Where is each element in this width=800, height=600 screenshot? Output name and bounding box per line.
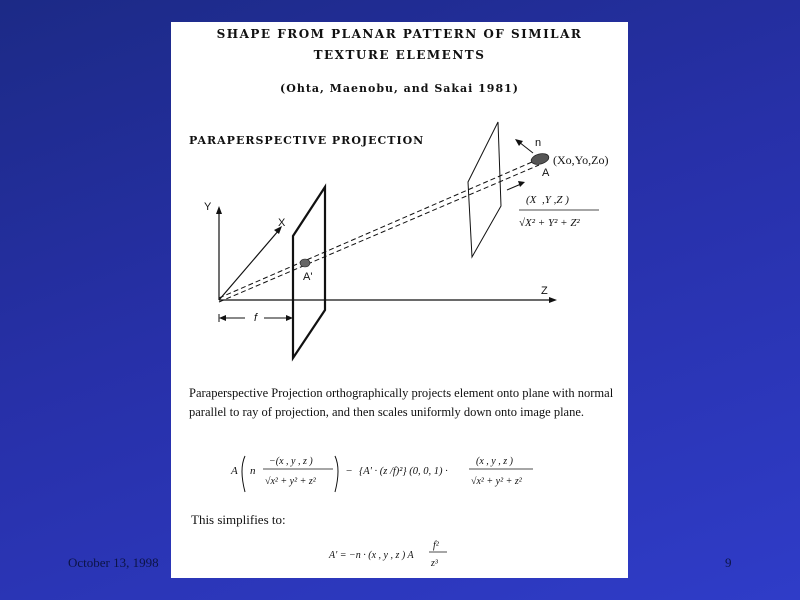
document-page [171, 22, 628, 578]
eq2-lhs: A' = −n · (x , y , z ) A [329, 550, 414, 561]
unit-ray-numerator-start: (X [526, 194, 537, 206]
document-title-line-2: TEXTURE ELEMENTS [313, 48, 486, 62]
document-title-line-1: SHAPE FROM PLANAR PATTERN OF SIMILAR [216, 27, 583, 41]
eq1-right-paren [335, 456, 338, 492]
eq2-fraction-numerator: f² [433, 540, 439, 551]
eq1-denominator: √x² + y² + z² [265, 476, 316, 487]
eq1-rhs-denominator: √x² + y² + z² [471, 476, 522, 487]
normal-label: n [535, 137, 542, 149]
unit-ray-numerator-rest: ,Y ,Z ) [542, 194, 569, 206]
z-axis-label: Z [541, 285, 548, 297]
x-axis-label: X [278, 217, 286, 229]
eq2-fraction-denominator: z³ [431, 558, 438, 569]
unit-ray-denominator: √X² + Y² + Z² [519, 217, 580, 229]
y-axis-label: Y [204, 201, 212, 213]
simplify-text: This simplifies to: [191, 512, 286, 527]
image-element-label: A' [303, 271, 313, 283]
eq1-minus: − [346, 465, 353, 477]
eq1-left-paren [242, 456, 245, 492]
eq1-numerator: −(x , y , z ) [269, 456, 313, 467]
point-coordinates-label: (Xo,Yo,Zo) [553, 153, 609, 167]
slide-page-number: 9 [725, 555, 732, 570]
document-citation: (Ohta, Maenobu, and Sakai 1981) [280, 82, 519, 95]
slide-date: October 13, 1998 [68, 555, 159, 570]
eq1-lhs-a: A [231, 465, 238, 477]
equations-area [171, 22, 628, 578]
eq1-rhs-numerator: (x , y , z ) [476, 456, 513, 467]
eq1-middle-term: {A' · (z /f)²} (0, 0, 1) · [359, 466, 448, 477]
eq1-n: n [250, 465, 256, 477]
section-heading: PARAPERSPECTIVE PROJECTION [189, 134, 425, 147]
element-label: A [542, 167, 550, 179]
description-paragraph: Paraperspective Projection orthographically projects element onto plane with normal parallel to ray of projection, and then scales uniformly down onto image plane. [189, 386, 614, 419]
focal-length-label: f [254, 312, 258, 324]
